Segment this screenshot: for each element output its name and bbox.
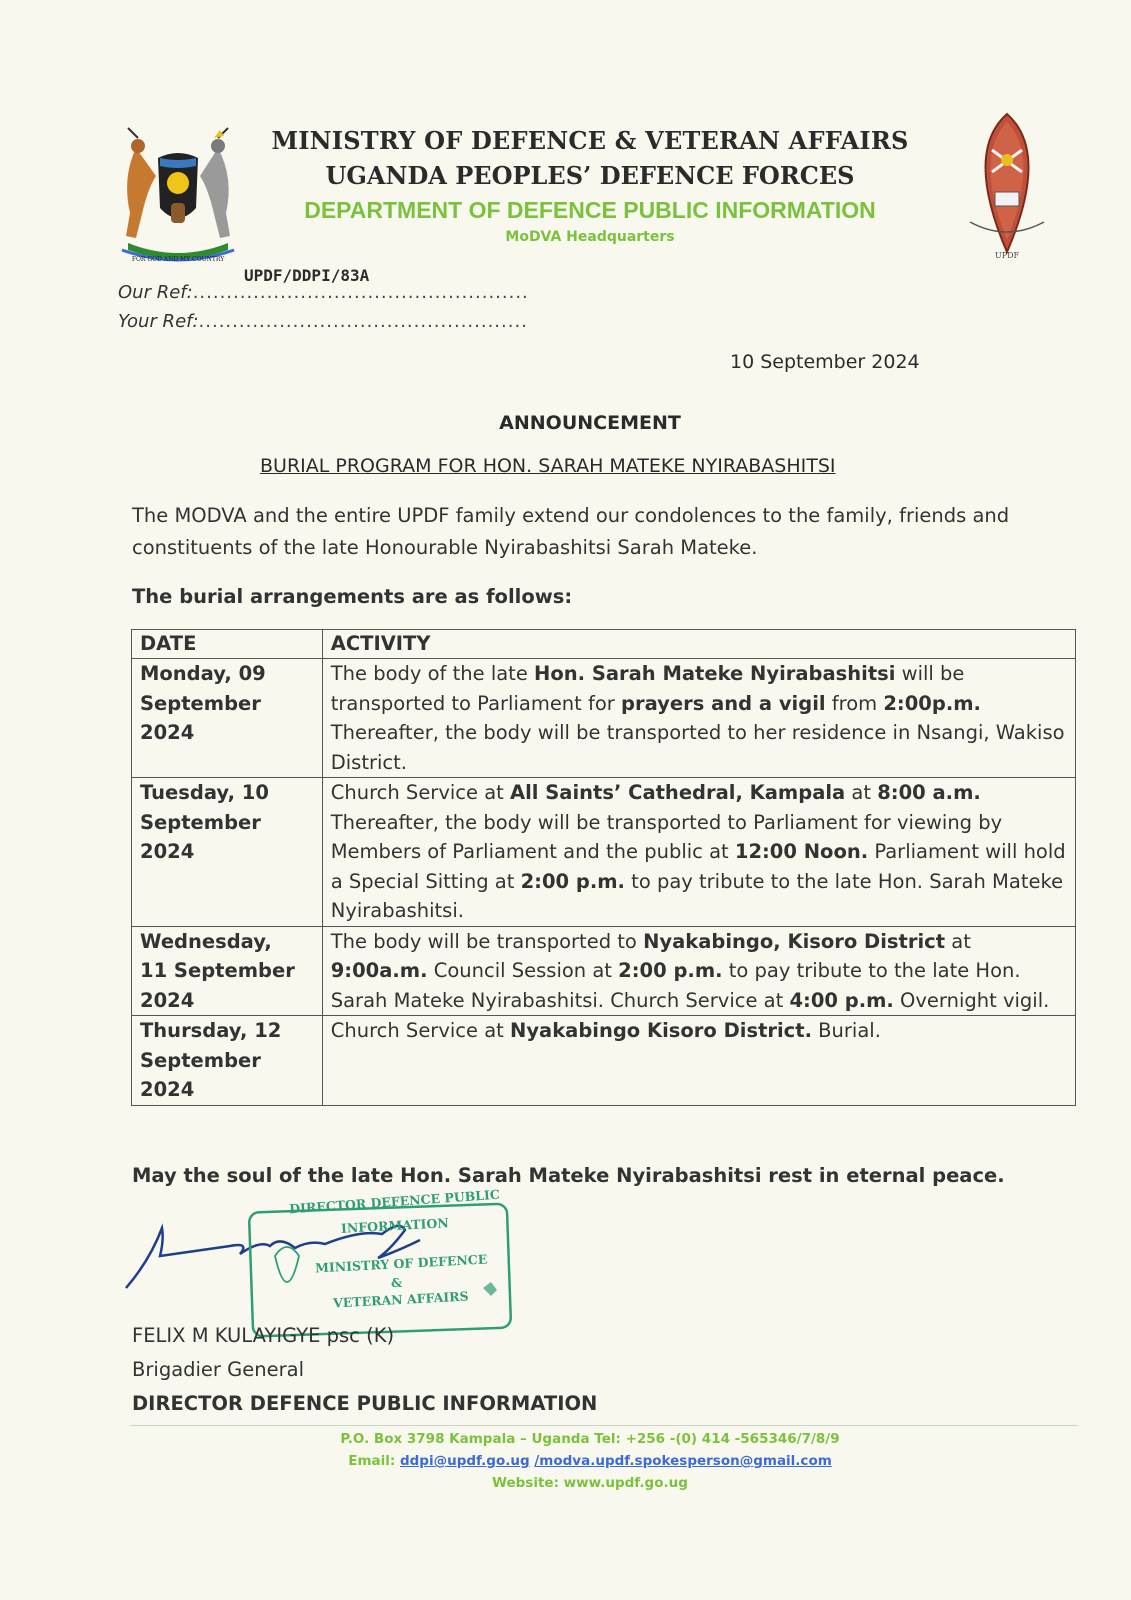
burial-program-table xyxy=(131,629,1076,1106)
activity-bold-text: Nyakabingo Kisoro District. xyxy=(510,1019,812,1042)
closing-line: May the soul of the late Hon. Sarah Mateke Nyirabashitsi rest in eternal peace. xyxy=(132,1164,1005,1187)
activity-text: Church Service at xyxy=(330,781,510,804)
activity-bold-text: 12:00 Noon. xyxy=(734,840,869,863)
date-line: 2024 xyxy=(140,721,195,744)
activity-text: to pay tribute to the late Hon. Sarah Mateke Nyirabashitsi. xyxy=(330,869,1064,922)
row-date-cell xyxy=(132,778,323,927)
date-line: September xyxy=(140,810,261,834)
date-line: 11 September xyxy=(140,959,295,982)
activity-text: Overnight vigil. xyxy=(893,988,1050,1012)
stamp-line-5: VETERAN AFFAIRS xyxy=(332,1288,469,1311)
your-ref-line xyxy=(118,311,528,332)
activity-text: at xyxy=(845,781,878,804)
signer-title: DIRECTOR DEFENCE PUBLIC INFORMATION xyxy=(132,1392,598,1415)
our-ref-line xyxy=(118,282,529,303)
activity-bold-text: 4:00 p.m. xyxy=(789,988,894,1012)
our-ref-value: UPDF/DDPI/83A xyxy=(244,266,370,285)
ministry-name: MINISTRY OF DEFENCE & VETERAN AFFAIRS xyxy=(271,126,909,155)
announcement-title: ANNOUNCEMENT xyxy=(499,412,681,434)
date-line: 2024 xyxy=(140,840,195,863)
date-column-header: DATE xyxy=(132,630,323,659)
activity-bold-text: 2:00 p.m. xyxy=(618,959,723,982)
email-link-spokesperson[interactable]: /modva.updf.spokesperson@gmail.com xyxy=(534,1453,832,1469)
activity-text: Parliament will hold a Special Sitting at xyxy=(330,840,1066,893)
activity-text: will be transported to Parliament for xyxy=(330,662,965,715)
date-line: September xyxy=(140,1048,261,1072)
date-line: Monday, 09 xyxy=(140,662,266,685)
footer-address: P.O. Box 3798 Kampala – Uganda Tel: +256 -(0) 414 -565346/7/8/9 xyxy=(340,1431,840,1447)
activity-text: The body will be transported to xyxy=(330,929,644,953)
updf-emblem-icon xyxy=(962,112,1052,262)
department-name: DEPARTMENT OF DEFENCE PUBLIC INFORMATION xyxy=(304,197,876,223)
uganda-coat-of-arms-icon xyxy=(108,118,248,268)
activity-text: Burial. xyxy=(811,1019,881,1042)
stamp-line-3: MINISTRY OF DEFENCE xyxy=(314,1251,488,1276)
date-line: Tuesday, 10 xyxy=(140,781,269,804)
activity-bold-text: 8:00 a.m. xyxy=(877,781,981,804)
arrangements-heading: The burial arrangements are as follows: xyxy=(132,585,573,608)
activity-text: Church Service at xyxy=(330,1019,510,1042)
activity-bold-text: 2:00 p.m. xyxy=(520,869,625,893)
date-line: Wednesday, xyxy=(140,929,272,953)
your-ref-dots: ................................................. xyxy=(198,311,528,332)
table-row xyxy=(132,778,1076,927)
activity-text: to pay tribute to the late Hon. Sarah Mateke Nyirabashitsi. Church Service at xyxy=(330,959,1021,1012)
activity-text: The body of the late xyxy=(330,662,535,685)
our-ref-label: Our Ref: xyxy=(118,282,193,303)
row-activity-cell xyxy=(322,778,1075,927)
stamp-line-1: DIRECTOR DEFENCE PUBLIC xyxy=(288,1186,501,1217)
activity-text: Thereafter, the body will be transported to her residence in Nsangi, Wakiso District. xyxy=(330,721,1065,774)
email-link-ddpi[interactable]: ddpi@updf.go.ug xyxy=(399,1453,530,1469)
your-ref-label: Your Ref: xyxy=(118,311,199,332)
official-stamp xyxy=(245,1186,520,1343)
condolence-paragraph: The MODVA and the entire UPDF family extend our condolences to the family, friends and constituents of the late Honourable Nyirabashitsi Sarah Mateke. xyxy=(132,504,1010,559)
row-date-cell xyxy=(132,926,323,1016)
activity-text: from xyxy=(825,691,884,715)
activity-text: Thereafter, the body will be transported to Parliament for viewing by Members of Parliament and the public at xyxy=(330,810,1003,863)
table-header-row xyxy=(132,630,1076,659)
footer-website: Website: www.updf.go.ug xyxy=(492,1475,688,1491)
activity-bold-text: Nyakabingo, Kisoro District xyxy=(643,929,946,953)
date-line: Thursday, 12 xyxy=(140,1019,282,1042)
footer-email-label: Email: xyxy=(348,1453,400,1469)
our-ref-dots: .................................................. xyxy=(192,282,529,303)
activity-bold-text: All Saints’ Cathedral, Kampala xyxy=(510,781,846,804)
activity-bold-text: 2:00p.m. xyxy=(883,691,981,715)
activity-text: at xyxy=(945,929,971,953)
footer-divider xyxy=(130,1425,1078,1426)
row-activity-cell xyxy=(322,926,1075,1016)
letter-date: 10 September 2024 xyxy=(730,351,920,373)
stamp-line-2: INFORMATION xyxy=(340,1215,450,1236)
activity-text: Council Session at xyxy=(427,959,619,982)
table-body xyxy=(132,659,1076,1106)
table-row xyxy=(132,926,1076,1016)
headquarters-label: MoDVA Headquarters xyxy=(505,229,675,245)
activity-bold-text: prayers and a vigil xyxy=(621,691,826,715)
coat-of-arms-motto: FOR GOD AND MY COUNTRY xyxy=(131,256,225,263)
row-activity-cell xyxy=(322,1016,1075,1106)
table-row xyxy=(132,1016,1076,1106)
signer-name: FELIX M KULAYIGYE psc (K) xyxy=(132,1324,395,1347)
signer-rank: Brigadier General xyxy=(132,1358,304,1381)
date-line: September xyxy=(140,691,261,715)
activity-column-header: ACTIVITY xyxy=(322,630,1075,659)
footer-email-line xyxy=(250,1453,930,1469)
table-row xyxy=(132,659,1076,778)
date-line: 2024 xyxy=(140,1078,195,1101)
date-line: 2024 xyxy=(140,988,195,1012)
stamp-line-4: & xyxy=(391,1275,403,1290)
row-date-cell xyxy=(132,659,323,778)
row-activity-cell xyxy=(322,659,1075,778)
announcement-subtitle: BURIAL PROGRAM FOR HON. SARAH MATEKE NYIRABASHITSI xyxy=(260,455,836,477)
activity-bold-text: 9:00a.m. xyxy=(330,959,428,982)
emblem-text: UPDF xyxy=(994,251,1020,260)
forces-name: UGANDA PEOPLES’ DEFENCE FORCES xyxy=(325,161,855,190)
activity-bold-text: Hon. Sarah Mateke Nyirabashitsi xyxy=(534,662,896,685)
row-date-cell xyxy=(132,1016,323,1106)
